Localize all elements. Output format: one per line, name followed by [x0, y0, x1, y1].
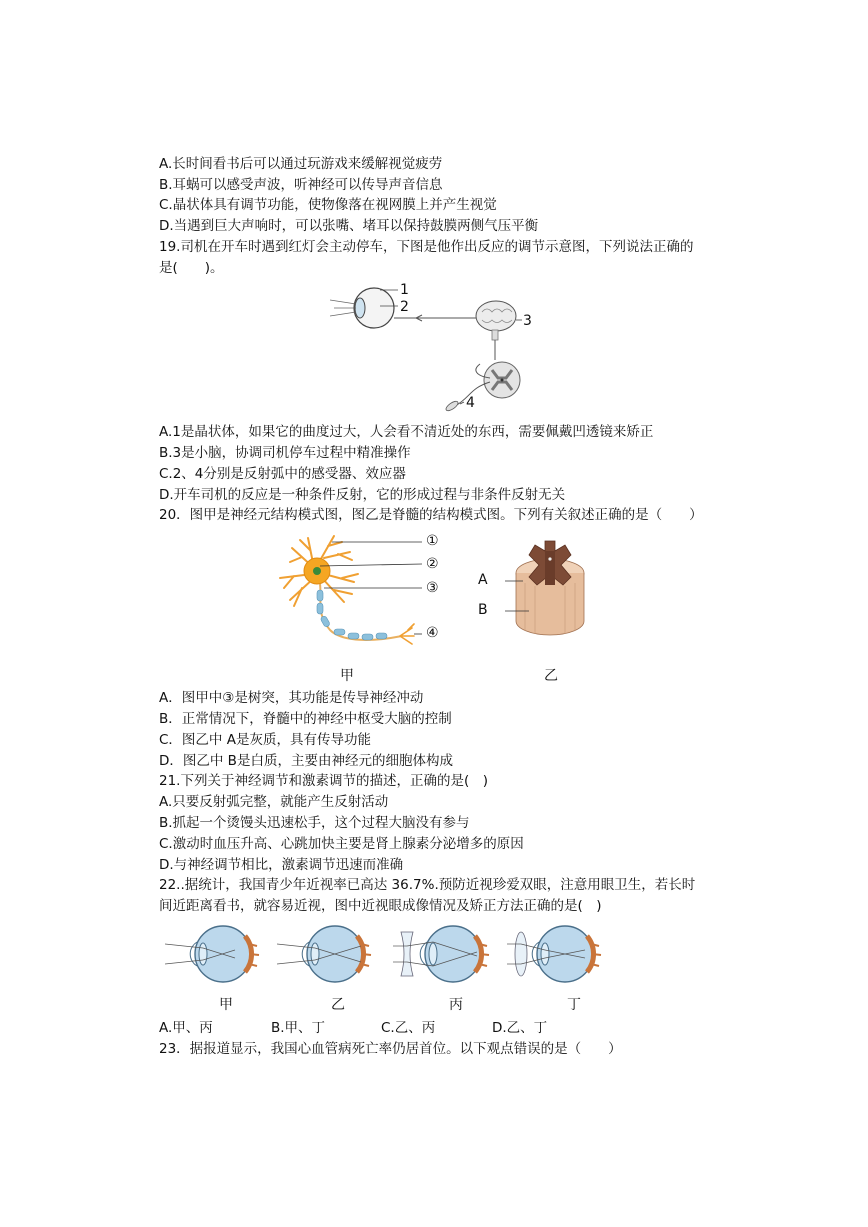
q22-options-row: [159, 1018, 679, 1038]
eye-caption-jia: 甲: [219, 997, 233, 1013]
q19-label-1: 1: [400, 282, 409, 298]
q19-label-2: 2: [400, 299, 409, 315]
q20-option-c: C．图乙中 A是灰质，具有传导功能: [159, 732, 371, 748]
q22-option-a: A.甲、丙: [159, 1020, 213, 1036]
q19-stem-line1: 19.司机在开车时遇到红灯会主动停车，下图是他作出反应的调节示意图，下列说法正确的: [159, 239, 694, 255]
q19-label-3: 3: [523, 313, 532, 329]
q19-option-b: B.3是小脑，协调司机停车过程中精准操作: [159, 445, 411, 461]
neuron-callout-1: ①: [426, 533, 439, 549]
q19-label-4: 4: [466, 395, 475, 411]
eye-caption-yi: 乙: [331, 997, 345, 1013]
q20-stem: 20．图甲是神经元结构模式图，图乙是脊髓的结构模式图。下列有关叙述正确的是（ ）: [159, 507, 703, 523]
q23-stem: 23．据报道显示，我国心血管病死亡率仍居首位。以下观点错误的是（ ）: [159, 1041, 622, 1057]
q22-option-c: C.乙、丙: [381, 1020, 436, 1036]
neuron-callout-2: ②: [426, 556, 439, 572]
spinal-cord-figure: [484, 362, 520, 398]
q22-option-b: B.甲、丁: [271, 1020, 326, 1036]
neuron-callout-3: ③: [426, 580, 439, 596]
eye-figure: [330, 288, 394, 328]
q21-option-a: A.只要反射弧完整，就能产生反射活动: [159, 794, 389, 810]
q20-option-a: A．图甲中③是树突，其功能是传导神经冲动: [159, 690, 424, 706]
q19-option-a: A.1是晶状体，如果它的曲度过大，人会看不清近处的东西，需要佩戴凹透镜来矫正: [159, 424, 654, 440]
eye-figure-ding: [507, 926, 601, 982]
figure-caption-yi: 乙: [544, 668, 558, 684]
eye-caption-bing: 丙: [449, 997, 463, 1013]
brain-figure: [476, 301, 516, 340]
q18-option-b: B.耳蜗可以感受声波，听神经可以传导声音信息: [159, 177, 443, 193]
q21-option-b: B.抓起一个烫馒头迅速松手，这个过程大脑没有参与: [159, 815, 470, 831]
q20-option-d: D．图乙中 B是白质，主要由神经元的细胞体构成: [159, 753, 453, 769]
q21-option-c: C.激动时血压升高、心跳加快主要是肾上腺素分泌增多的原因: [159, 836, 524, 852]
q19-stem-line2: 是( )。: [159, 260, 224, 276]
q18-option-c: C.晶状体具有调节功能，使物像落在视网膜上并产生视觉: [159, 197, 497, 213]
q21-option-d: D.与神经调节相比，激素调节迅速而准确: [159, 857, 404, 873]
q22-stem-line2: 间近距离看书，就容易近视，图中近视眼成像情况及矫正方法正确的是( ): [159, 898, 602, 914]
q19-reflex-diagram: [330, 278, 530, 418]
q18-option-a: A.长时间看书后可以通过玩游戏来缓解视觉疲劳: [159, 156, 443, 172]
q22-stem-line1: 22..据统计，我国青少年近视率已高达 36.7%.预防近视珍爱双眼，注意用眼卫生，若长时: [159, 877, 696, 893]
q18-option-d: D.当遇到巨大声响时，可以张嘴、堵耳以保持鼓膜两侧气压平衡: [159, 218, 539, 234]
spinal-cord-3d-diagram: [505, 535, 595, 645]
q19-option-d: D.开车司机的反应是一种条件反射，它的形成过程与非条件反射无关: [159, 487, 566, 503]
eye-figure-bing: [393, 926, 489, 982]
eye-figure-jia: [165, 926, 259, 982]
q19-option-c: C.2、4分别是反射弧中的感受器、效应器: [159, 466, 406, 482]
eye-figure-yi: [277, 926, 371, 982]
q21-stem: 21.下列关于神经调节和激素调节的描述，正确的是( ): [159, 773, 489, 789]
eye-diagrams: [165, 922, 615, 992]
figure-caption-jia: 甲: [340, 668, 354, 684]
spinal-label-a: A: [478, 572, 488, 588]
q20-option-b: B．正常情况下，脊髓中的神经中枢受大脑的控制: [159, 711, 452, 727]
neuron-diagram: [272, 530, 452, 660]
neuron-callout-4: ④: [426, 625, 439, 641]
eye-caption-ding: 丁: [567, 997, 581, 1013]
spinal-label-b: B: [478, 602, 488, 618]
q22-option-d: D.乙、丁: [492, 1020, 548, 1036]
